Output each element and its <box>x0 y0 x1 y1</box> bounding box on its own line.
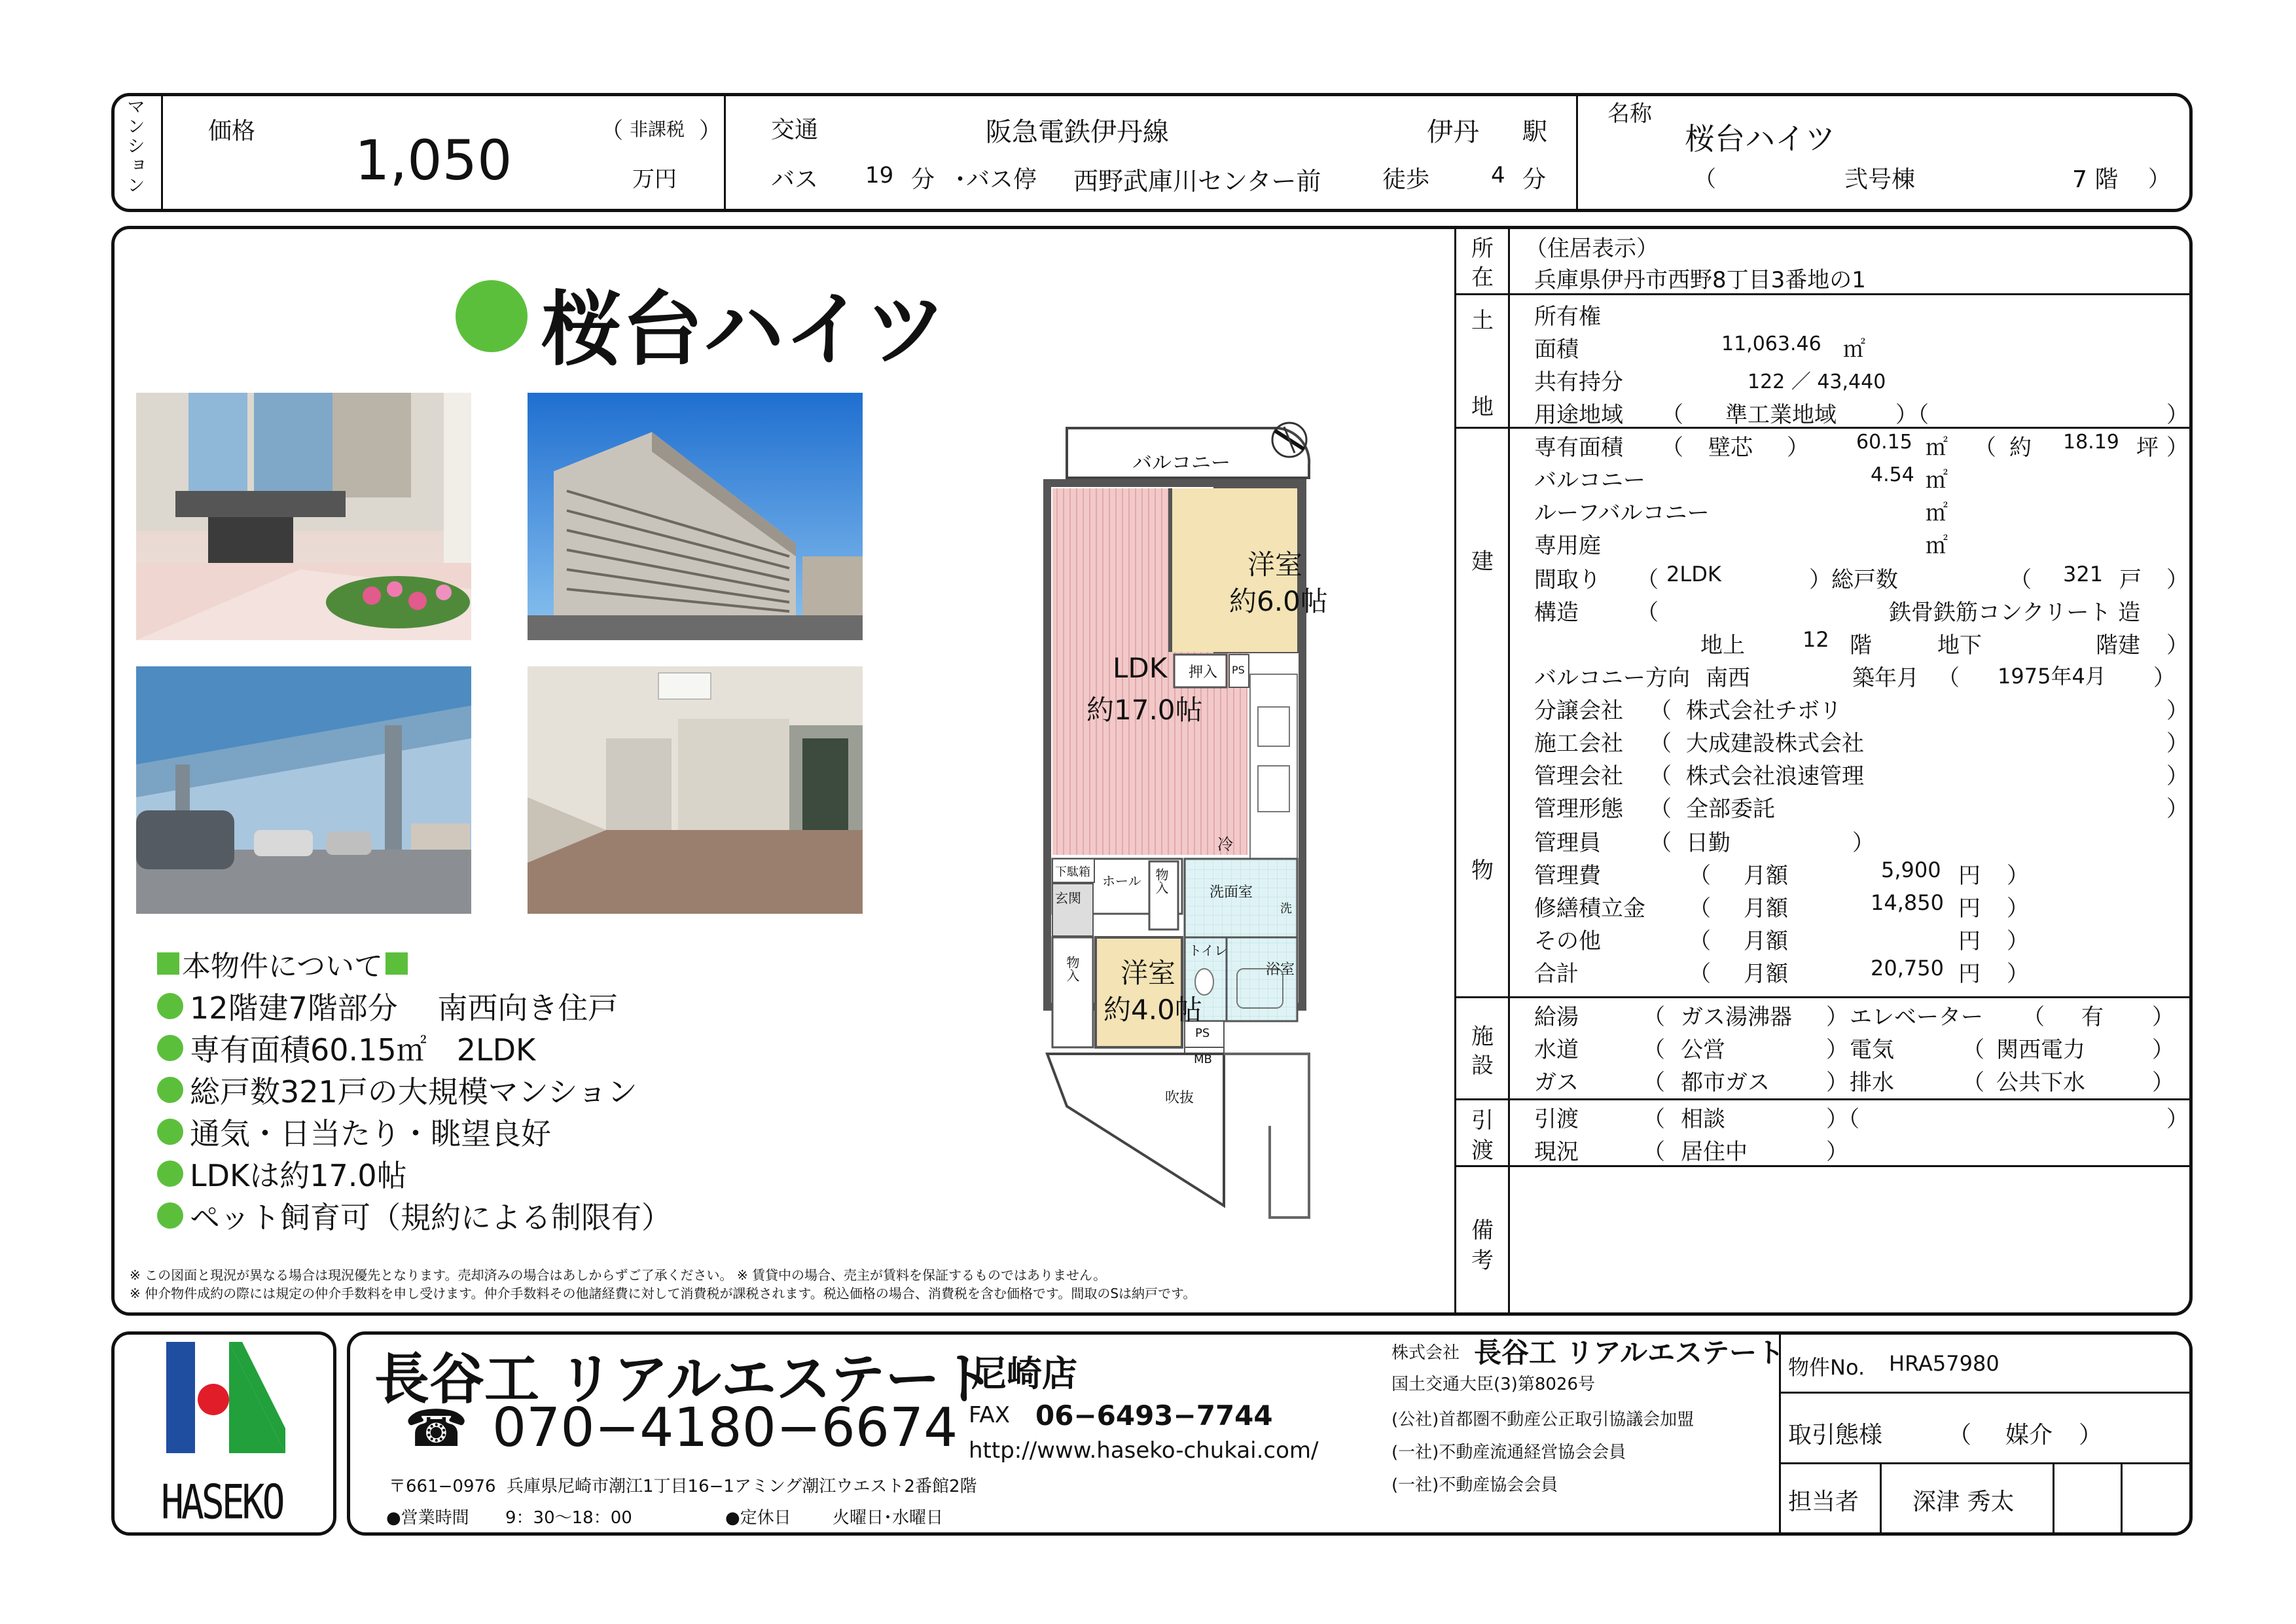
company-address: 兵庫県尼崎市潮江1丁目16−1アミング潮江ウエスト2番館2階 <box>507 1477 977 1496</box>
bus-minutes-unit: 分 <box>911 166 935 193</box>
holiday-value: 火曜日･水曜日 <box>833 1508 944 1528</box>
tax-open: （ <box>601 118 623 144</box>
license-number: 国土交通大臣(3)第8026号 <box>1391 1375 1595 1394</box>
fp-storage1: 物入 <box>1153 868 1169 894</box>
station-name: 伊丹 <box>1427 117 1479 147</box>
section-label: 考 <box>1471 1248 1494 1274</box>
footer-divider <box>1780 1392 2190 1394</box>
walk-minutes: 4 <box>1491 162 1505 189</box>
staff-label: 担当者 <box>1788 1489 1859 1515</box>
floor-number: 7 階 <box>2072 166 2119 193</box>
corp-prefix: 株式会社 <box>1391 1343 1460 1363</box>
building-open: （ <box>1694 166 1716 192</box>
association: (公社)首都圏不動産公正取引協議会加盟 <box>1391 1410 1695 1430</box>
walk-minutes-unit: 分 <box>1522 166 1547 193</box>
fp-ps1: PS <box>1232 664 1245 676</box>
feature-item <box>157 1110 551 1153</box>
fp-ps2: PS <box>1195 1026 1210 1040</box>
details-label-divider <box>1508 228 1510 1313</box>
header-divider <box>1576 96 1578 209</box>
fp-room2-size: 約4.0帖 <box>1103 994 1202 1026</box>
feature-item <box>157 984 618 1028</box>
property-name: 桜台ハイツ <box>1685 121 1835 156</box>
price-label: 価格 <box>208 118 256 145</box>
property-type: マンション <box>124 97 146 195</box>
staff-name: 深津 秀太 <box>1912 1489 2015 1515</box>
fp-shoe-box: 下駄箱 <box>1055 865 1090 879</box>
fp-storage2: 物入 <box>1064 956 1080 982</box>
bus-stop-label: ･バス停 <box>954 166 1037 193</box>
section-label: 施 <box>1471 1024 1494 1050</box>
price-unit: 万円 <box>632 166 677 192</box>
footer-divider <box>2053 1462 2054 1533</box>
website-link[interactable]: http://www.haseko-chukai.com/ <box>969 1437 1319 1464</box>
fp-mb: MB <box>1194 1053 1212 1066</box>
footer-divider <box>1780 1462 2190 1464</box>
feature-item <box>157 1152 407 1195</box>
disclaimer-line: ※ 仲介物件成約の際には規定の仲介手数料を申し受けます。仲介手数料その他諸経費に対して消費税が課税されます。税込価格の場合、消費税を含む価格です。間取のSは納戸です。 <box>130 1286 1196 1301</box>
feature-text: 総戸数321戸の大規模マンション <box>190 1074 637 1110</box>
footer-divider <box>1880 1462 1882 1533</box>
green-dot-icon <box>157 1161 183 1187</box>
fp-room1-size: 約6.0帖 <box>1229 585 1328 617</box>
fp-ldk-name: LDK <box>1113 652 1168 684</box>
station-suffix: 駅 <box>1522 117 1548 146</box>
section-label: 建 <box>1471 549 1494 575</box>
green-dot-icon <box>157 1119 183 1145</box>
walk-label: 徒歩 <box>1382 166 1430 193</box>
green-dot-icon <box>157 1202 183 1229</box>
deal-close: ） <box>2079 1422 2103 1449</box>
section-label: 設 <box>1471 1053 1494 1079</box>
fp-bath: 浴室 <box>1266 962 1295 978</box>
green-dot-icon <box>157 1035 183 1061</box>
feature-text: 専有面積60.15㎡ 2LDK <box>190 1032 536 1068</box>
fp-washroom: 洗面室 <box>1210 884 1253 901</box>
fp-room2-name: 洋室 <box>1121 957 1176 989</box>
floor-plan <box>1021 393 1388 1244</box>
main-title: 桜台ハイツ <box>541 283 947 377</box>
price-value: 1,050 <box>355 128 512 192</box>
tax-note: 非課税 <box>630 118 685 140</box>
feature-text: ペット飼育可（規約による制限有） <box>190 1200 672 1235</box>
company-name: 長谷工 リアルエステート <box>374 1347 996 1411</box>
footer-divider <box>2121 1462 2123 1533</box>
haseko-logo <box>164 1339 288 1477</box>
feature-item <box>157 1026 535 1070</box>
property-no: HRA57980 <box>1889 1351 2000 1376</box>
title-bullet-icon <box>456 280 528 352</box>
fax-number: 06−6493−7744 <box>1035 1399 1273 1432</box>
section-label: 備 <box>1471 1218 1494 1244</box>
green-dot-icon <box>157 993 183 1019</box>
features-heading <box>157 943 408 984</box>
section-label: 在 <box>1471 264 1494 291</box>
feature-text: 通気・日当たり・眺望良好 <box>190 1116 551 1151</box>
fp-room1-name: 洋室 <box>1247 549 1303 581</box>
fp-hall: ホール <box>1102 873 1141 889</box>
header-divider <box>161 96 163 209</box>
bus-minutes: 19 <box>865 162 894 189</box>
exterior-photo <box>528 393 863 640</box>
section-label: 渡 <box>1471 1138 1494 1164</box>
floor-plan-drawing <box>1021 393 1388 1244</box>
fp-genkan: 玄関 <box>1055 890 1081 906</box>
fp-ldk-size: 約17.0帖 <box>1086 694 1203 726</box>
deal-open: （ <box>1948 1422 1972 1449</box>
property-no-label: 物件No. <box>1788 1355 1865 1380</box>
square-bullet-icon <box>386 952 408 975</box>
line-name: 阪急電鉄伊丹線 <box>986 117 1169 147</box>
header-divider <box>724 96 726 209</box>
tax-close: ） <box>699 118 721 144</box>
branch-name: 尼崎店 <box>971 1353 1077 1394</box>
holiday-label: ●定休日 <box>725 1508 791 1528</box>
square-bullet-icon <box>157 952 179 975</box>
entrance-photo <box>136 393 471 640</box>
features-heading-text: 本物件について <box>182 950 384 983</box>
green-dot-icon <box>157 1077 183 1103</box>
main-divider <box>1454 228 1456 1313</box>
fp-toilet: トイレ <box>1189 943 1227 958</box>
deal-type-label: 取引態様 <box>1788 1422 1883 1449</box>
building-close: ） <box>2148 166 2170 192</box>
transport-label: 交通 <box>771 117 819 143</box>
section-label: 所 <box>1471 236 1494 262</box>
bus-label: バス <box>771 166 819 193</box>
feature-text: LDKは約17.0帖 <box>190 1158 407 1193</box>
disclaimer-line: ※ この図面と現況が異なる場合は現況優先となります。売却済みの場合はあしからずご了承ください。 ※ 賃貸中の場合、売主が賃料を保証するものではありません。 <box>130 1267 1107 1283</box>
parking-photo <box>136 666 471 914</box>
corp-name: 長谷工 リアルエステート <box>1474 1337 1785 1369</box>
section-label: 地 <box>1471 394 1494 420</box>
deal-type: 媒介 <box>2005 1422 2053 1449</box>
logo-text: HASEKO <box>161 1474 283 1530</box>
name-label: 名称 <box>1607 101 1652 127</box>
fax-label: FAX <box>969 1402 1010 1428</box>
fp-fridge: 冷 <box>1217 835 1233 854</box>
hours-label: ●営業時間 <box>386 1508 469 1528</box>
phone-icon: ☎ <box>404 1399 469 1458</box>
lobby-photo <box>528 666 863 914</box>
fp-washer: 洗 <box>1280 902 1292 916</box>
fp-void: 吹抜 <box>1165 1090 1194 1106</box>
association: (一社)不動産協会会員 <box>1391 1475 1558 1495</box>
phone-number[interactable]: 070−4180−6674 <box>492 1397 958 1459</box>
details-row-divider <box>1454 996 2190 998</box>
feature-item <box>157 1068 637 1111</box>
details-row-divider <box>1454 1098 2190 1100</box>
postal-code: 〒661−0976 <box>389 1477 496 1496</box>
fp-balcony: バルコニー <box>1132 452 1230 475</box>
association: (一社)不動産流通経営協会会員 <box>1391 1443 1626 1462</box>
section-label: 物 <box>1471 857 1494 884</box>
bus-stop-name: 西野武庫川センター前 <box>1073 167 1321 196</box>
feature-item <box>157 1194 672 1237</box>
hours-value: 9：30〜18：00 <box>505 1508 632 1528</box>
building-name: 弐号棟 <box>1844 166 1916 193</box>
fp-closet: 押入 <box>1189 664 1218 681</box>
section-label: 引 <box>1471 1108 1494 1134</box>
feature-text: 12階建7階部分 南西向き住戸 <box>190 990 619 1026</box>
section-label: 土 <box>1471 308 1494 334</box>
